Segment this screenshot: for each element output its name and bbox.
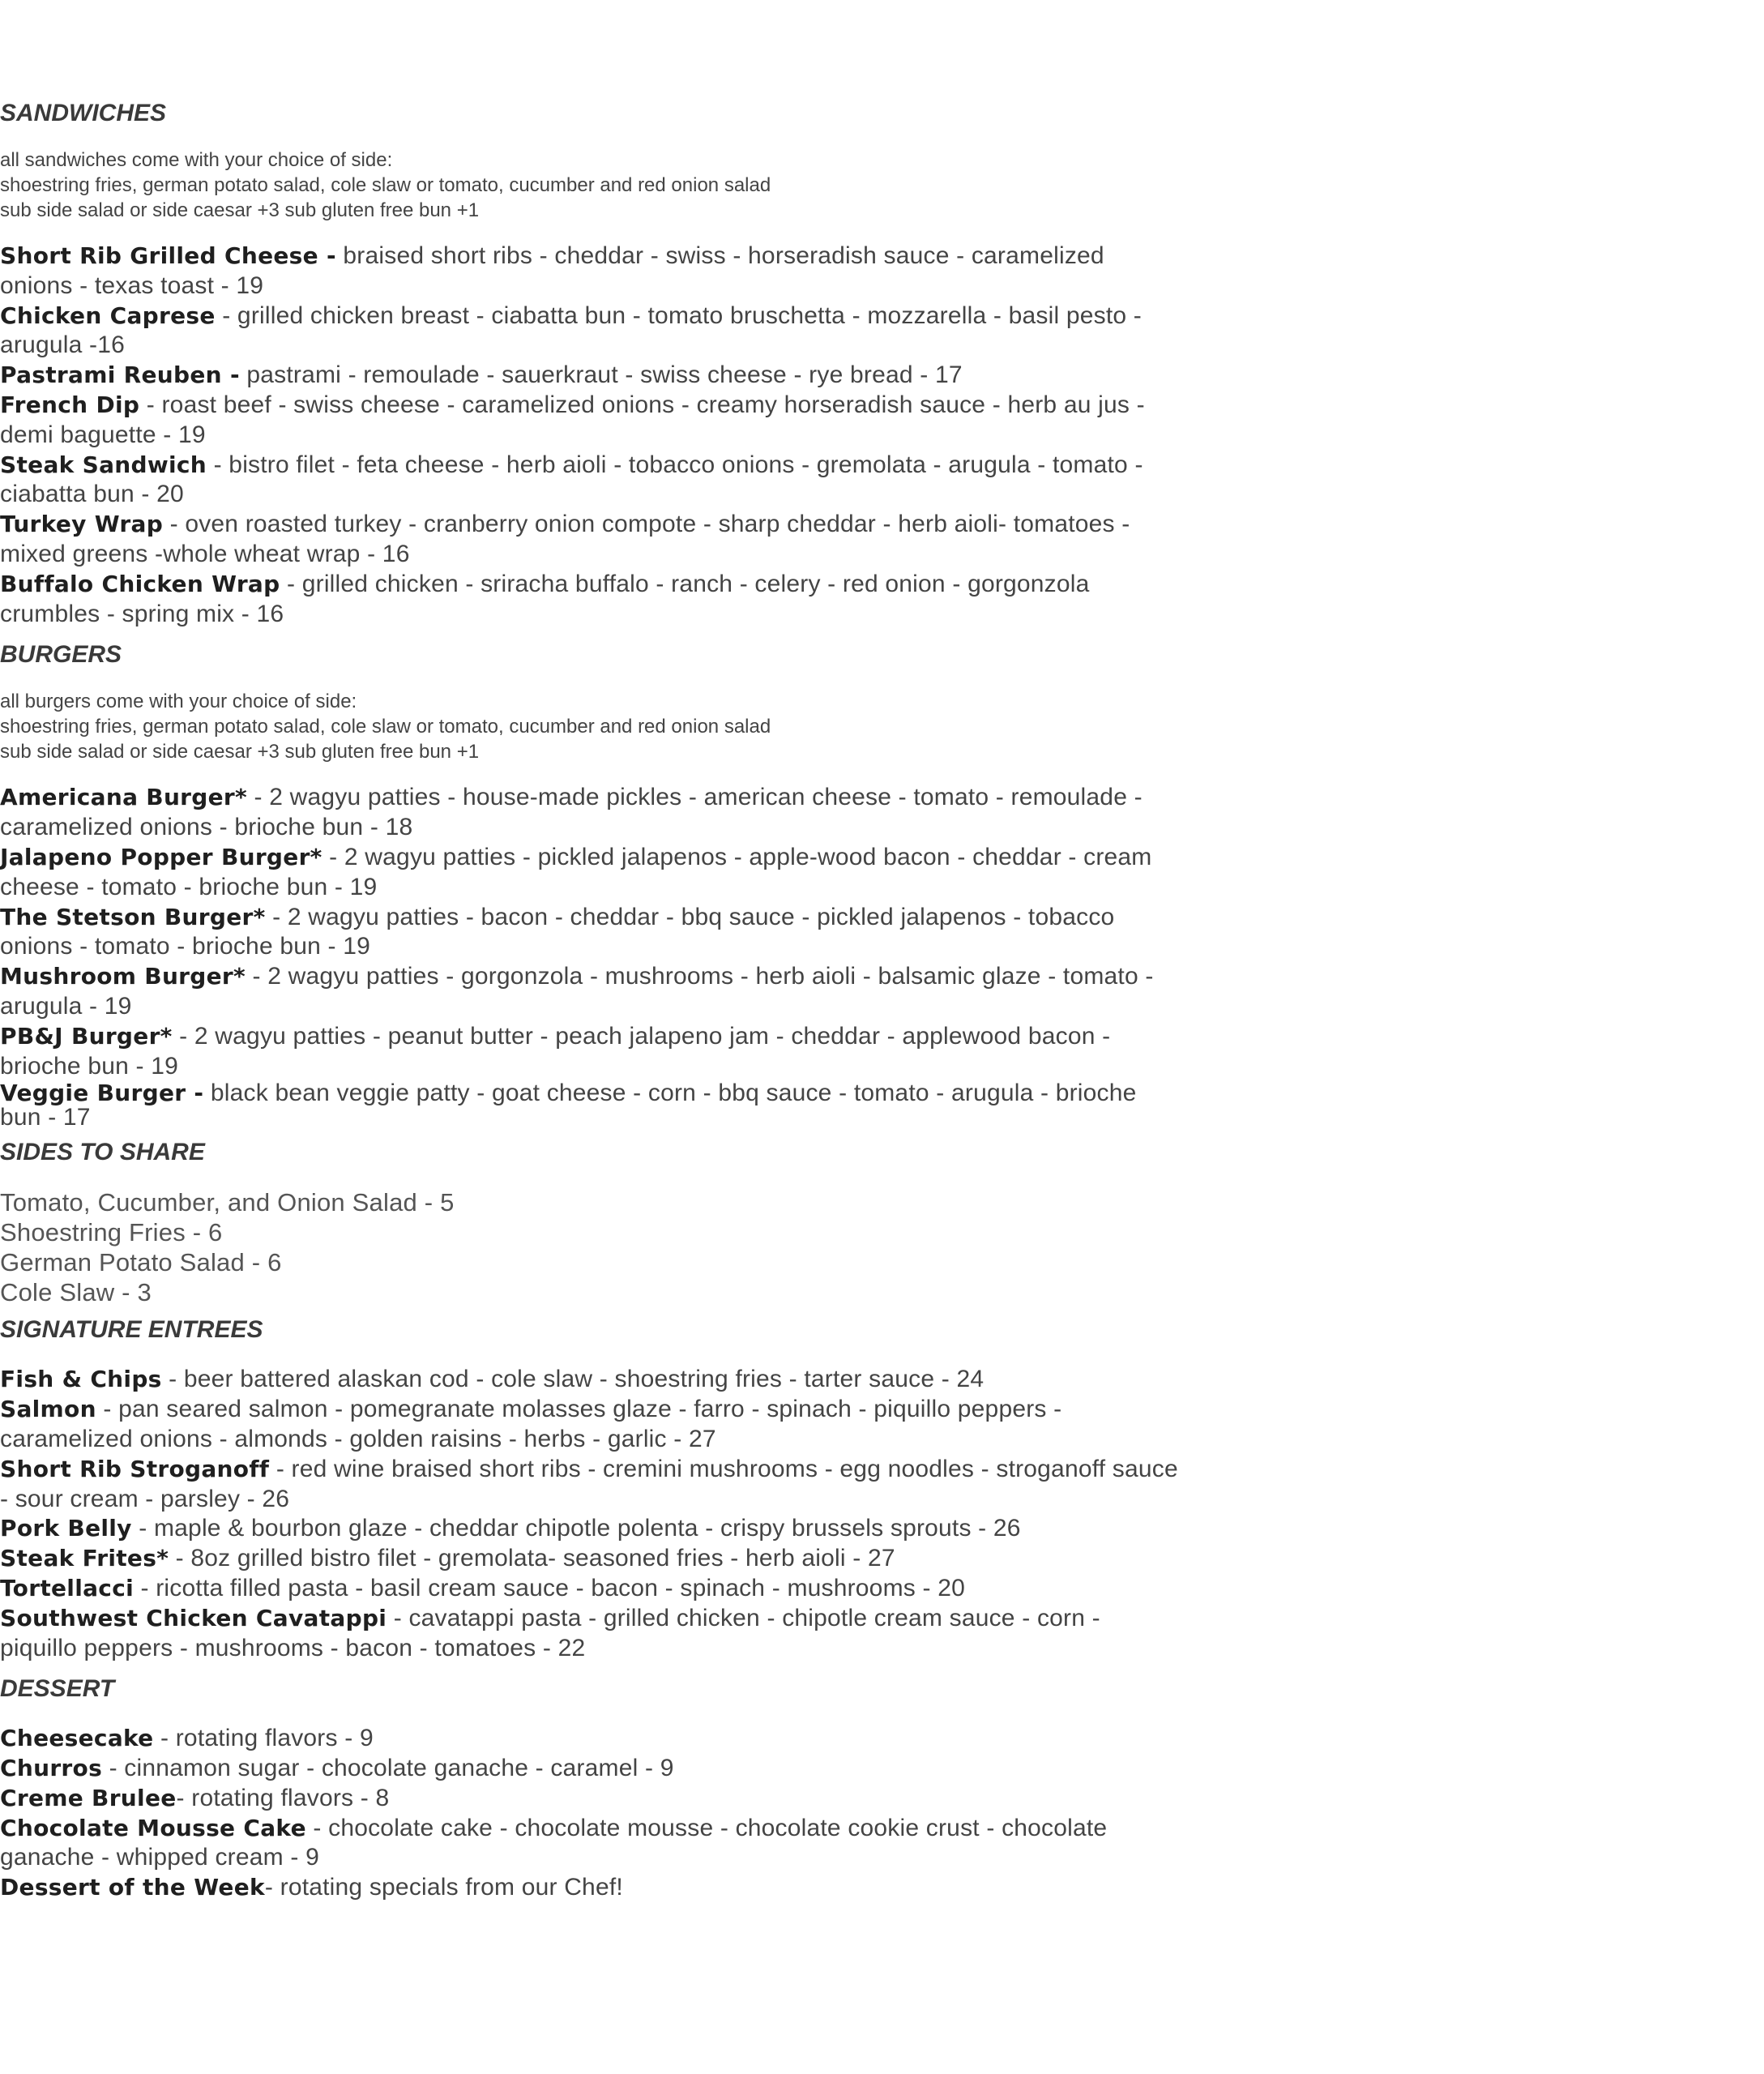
side-item: Cole Slaw - 3 bbox=[0, 1278, 152, 1307]
side-item: Shoestring Fries - 6 bbox=[0, 1218, 223, 1247]
menu-item bbox=[0, 1022, 1183, 1082]
item-description: black bean veggie patty - goat cheese - corn - bbq sauce - tomato - arugula - brioche bun - 17 bbox=[0, 1080, 1137, 1131]
section-title-dessert: DESSERT bbox=[0, 1675, 115, 1703]
entrees-list bbox=[0, 1365, 1183, 1663]
item-description: - grilled chicken breast - ciabatta bun - tomato bruschetta - mozzarella - basil pesto - arugula -16 bbox=[0, 301, 1142, 359]
menu-item bbox=[0, 1365, 1183, 1395]
menu-document bbox=[0, 97, 1183, 1903]
burgers-side-note bbox=[0, 689, 1183, 764]
note-line: all burgers come with your choice of side: bbox=[0, 691, 357, 713]
item-description: - pan seared salmon - pomegranate molasses glaze - farro - spinach - piquillo peppers - caramelized onions - almonds - golden raisins - herbs - garlic - 27 bbox=[0, 1396, 1062, 1452]
item-name: Buffalo Chicken Wrap bbox=[0, 570, 280, 597]
item-name: Mushroom Burger* bbox=[0, 963, 246, 990]
menu-item bbox=[0, 242, 1183, 301]
item-description: - roast beef - swiss cheese - caramelized onions - creamy horseradish sauce - herb au jus - demi baguette - 19 bbox=[0, 391, 1145, 448]
menu-item bbox=[0, 1754, 1183, 1784]
item-name: Jalapeno Popper Burger* bbox=[0, 843, 322, 870]
item-description: - 2 wagyu patties - bacon - cheddar - bbq sauce - pickled jalapenos - tobacco onions - tomato - brioche bun - 19 bbox=[0, 903, 1115, 960]
item-name: Steak Sandwich bbox=[0, 451, 207, 478]
menu-item bbox=[0, 391, 1183, 451]
item-description: pastrami - remoulade - sauerkraut - swiss cheese - rye bread - 17 bbox=[239, 361, 963, 389]
item-description: - maple & bourbon glaze - cheddar chipotle polenta - crispy brussels sprouts - 26 bbox=[131, 1515, 1021, 1542]
item-description: - rotating flavors - 9 bbox=[153, 1725, 374, 1752]
section-title-entrees: SIGNATURE ENTREES bbox=[0, 1316, 263, 1344]
item-description: - beer battered alaskan cod - cole slaw - shoestring fries - tarter sauce - 24 bbox=[161, 1366, 985, 1393]
menu-item bbox=[0, 903, 1183, 963]
item-description: - 2 wagyu patties - house-made pickles - american cheese - tomato - remoulade - caramelized onions - brioche bun - 18 bbox=[0, 784, 1143, 841]
menu-item bbox=[0, 843, 1183, 903]
item-name: Southwest Chicken Cavatappi bbox=[0, 1604, 387, 1631]
item-description: - oven roasted turkey - cranberry onion compote - sharp cheddar - herb aioli- tomatoes - mixed greens -whole wheat wrap - 16 bbox=[0, 511, 1130, 567]
menu-item bbox=[0, 1814, 1183, 1874]
item-name: Chocolate Mousse Cake bbox=[0, 1814, 306, 1841]
menu-item bbox=[0, 1784, 1183, 1814]
menu-item bbox=[0, 1574, 1183, 1604]
item-name: Americana Burger* bbox=[0, 784, 247, 811]
item-name: Dessert of the Week bbox=[0, 1874, 265, 1901]
item-description: - 8oz grilled bistro filet - gremolata- seasoned fries - herb aioli - 27 bbox=[169, 1545, 895, 1572]
sandwiches-side-note bbox=[0, 148, 1183, 223]
menu-item bbox=[0, 361, 1183, 391]
menu-item bbox=[0, 1544, 1183, 1574]
sandwiches-list bbox=[0, 242, 1183, 629]
note-line: sub side salad or side caesar +3 sub gluten free bun +1 bbox=[0, 199, 480, 221]
item-name: Chicken Caprese bbox=[0, 301, 216, 329]
menu-item bbox=[0, 1873, 1183, 1903]
item-name: Cheesecake bbox=[0, 1725, 154, 1752]
menu-item bbox=[0, 962, 1183, 1022]
side-item: German Potato Salad - 6 bbox=[0, 1248, 282, 1277]
item-description: - rotating specials from our Chef! bbox=[264, 1874, 623, 1901]
item-name: Creme Brulee bbox=[0, 1784, 177, 1811]
menu-item bbox=[0, 301, 1183, 361]
item-description: - ricotta filled pasta - basil cream sauce - bacon - spinach - mushrooms - 20 bbox=[133, 1574, 965, 1601]
item-name: Fish & Chips bbox=[0, 1366, 162, 1393]
sides-list bbox=[0, 1187, 1183, 1307]
item-name: Pork Belly bbox=[0, 1515, 132, 1542]
item-name: Steak Frites* bbox=[0, 1545, 169, 1572]
menu-item bbox=[0, 570, 1183, 630]
section-title-sides: SIDES TO SHARE bbox=[0, 1139, 205, 1166]
item-description: - 2 wagyu patties - peanut butter - peach jalapeno jam - cheddar - applewood bacon - brioche bun - 19 bbox=[0, 1022, 1111, 1080]
note-line: all sandwiches come with your choice of side: bbox=[0, 149, 393, 171]
item-description: - 2 wagyu patties - gorgonzola - mushrooms - herb aioli - balsamic glaze - tomato - arugula - 19 bbox=[0, 963, 1154, 1020]
item-description: - cinnamon sugar - chocolate ganache - caramel - 9 bbox=[102, 1755, 674, 1782]
item-description: - bistro filet - feta cheese - herb aioli - tobacco onions - gremolata - arugula - tomato - ciabatta bun - 20 bbox=[0, 451, 1143, 508]
menu-item bbox=[0, 1081, 1183, 1130]
menu-item bbox=[0, 1514, 1183, 1544]
menu-item bbox=[0, 1604, 1183, 1664]
item-name: Churros bbox=[0, 1755, 103, 1782]
item-name: PB&J Burger* bbox=[0, 1022, 173, 1050]
section-title-sandwiches: SANDWICHES bbox=[0, 100, 167, 126]
section-title-burgers: BURGERS bbox=[0, 641, 122, 669]
menu-item bbox=[0, 1395, 1183, 1455]
item-description: - rotating flavors - 8 bbox=[176, 1784, 390, 1811]
item-name: Salmon bbox=[0, 1396, 96, 1423]
item-description: braised short ribs - cheddar - swiss - horseradish sauce - caramelized onions - texas toast - 19 bbox=[0, 242, 1104, 299]
item-description: - grilled chicken - sriracha buffalo - ranch - celery - red onion - gorgonzola crumbles - spring mix - 16 bbox=[0, 570, 1090, 627]
menu-item bbox=[0, 451, 1183, 511]
item-name: French Dip bbox=[0, 391, 140, 418]
side-item: Tomato, Cucumber, and Onion Salad - 5 bbox=[0, 1188, 455, 1217]
note-line: shoestring fries, german potato salad, cole slaw or tomato, cucumber and red onion salad bbox=[0, 174, 771, 196]
item-name: The Stetson Burger* bbox=[0, 903, 266, 930]
item-name: Short Rib Grilled Cheese - bbox=[0, 242, 336, 269]
item-description: - cavatappi pasta - grilled chicken - chipotle cream sauce - corn - piquillo peppers - mushrooms - bacon - tomatoes - 22 bbox=[0, 1604, 1100, 1661]
menu-item bbox=[0, 783, 1183, 843]
item-name: Veggie Burger - bbox=[0, 1080, 204, 1107]
item-description: - chocolate cake - chocolate mousse - chocolate cookie crust - chocolate ganache - whipped cream - 9 bbox=[0, 1814, 1108, 1871]
item-name: Tortellacci bbox=[0, 1574, 134, 1601]
item-description: - red wine braised short ribs - cremini mushrooms - egg noodles - stroganoff sauce - sour cream - parsley - 26 bbox=[0, 1455, 1178, 1512]
dessert-list bbox=[0, 1724, 1183, 1903]
note-line: sub side salad or side caesar +3 sub gluten free bun +1 bbox=[0, 741, 480, 763]
menu-item bbox=[0, 1455, 1183, 1515]
item-name: Pastrami Reuben - bbox=[0, 361, 240, 389]
burgers-list bbox=[0, 783, 1183, 1130]
menu-item bbox=[0, 1724, 1183, 1754]
item-name: Turkey Wrap bbox=[0, 511, 164, 538]
item-name: Short Rib Stroganoff bbox=[0, 1455, 270, 1482]
item-description: - 2 wagyu patties - pickled jalapenos - apple-wood bacon - cheddar - cream cheese - tomato - brioche bun - 19 bbox=[0, 843, 1152, 900]
note-line: shoestring fries, german potato salad, cole slaw or tomato, cucumber and red onion salad bbox=[0, 716, 771, 738]
menu-item bbox=[0, 510, 1183, 570]
